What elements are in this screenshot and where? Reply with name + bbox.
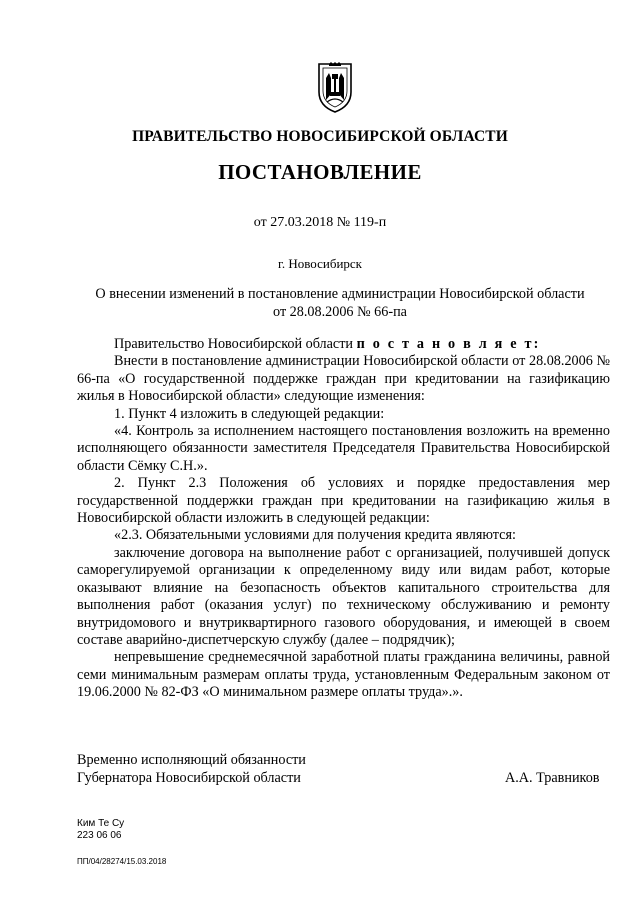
executor-info [77, 818, 124, 842]
document-date-number: от 27.03.2018 № 119-п [253, 215, 387, 230]
body-paragraph-5: «2.3. Обязательными условиями для получения кредита являются: [114, 527, 516, 544]
subject-line-2: от 28.08.2006 № 66-па [273, 304, 407, 320]
signatory-position [77, 751, 306, 787]
resolution-intro-text: Правительство Новосибирской области [114, 336, 354, 352]
body-paragraph-4: 2. Пункт 2.3 Положения об условиях и порядке предоставления мер государственной поддержки граждан при кредитовании на газификацию жилья в Новосибирской области изложить в следующей редакции: [77, 475, 610, 527]
body-paragraph-6: заключение договора на выполнение работ с организацией, получившей допуск саморегулируемой организации к определенному виду или видам работ, которые оказывают влияние на безопасность объектов капитального строительства для выполнения работ (оказания услуг) по техническому обслуживанию и ремонту внутридомового и внутриквартирного газового оборудования, и имеющей в своем составе аварийно-диспетчерскую службу (далее – подрядчик); [77, 544, 610, 648]
executor-name: Ким Те Су [77, 818, 125, 829]
document-body [77, 336, 610, 702]
signatory-position-line-2: Губернатора Новосибирской области [77, 770, 301, 786]
executor-phone: 223 06 06 [77, 830, 122, 841]
body-paragraph-3: «4. Контроль за исполнением настоящего постановления возложить на временно исполняющего обязанности заместителя Председателя Правительства Новосибирской области Сёмку С.Н.». [77, 423, 610, 474]
coat-of-arms-icon [315, 62, 355, 114]
body-paragraph-2: 1. Пункт 4 изложить в следующей редакции: [114, 405, 385, 422]
government-name: ПРАВИТЕЛЬСТВО НОВОСИБИРСКОЙ ОБЛАСТИ [132, 128, 508, 145]
document-subject [60, 285, 620, 321]
signatory-position-line-1: Временно исполняющий обязанности [77, 752, 306, 768]
subject-line-1: О внесении изменений в постановление администрации Новосибирской области [95, 286, 585, 302]
body-paragraph-1: Внести в постановление администрации Новосибирской области от 28.08.2006 № 66-па «О государственной поддержке граждан при кредитовании на газификацию жилья в Новосибирской области» следующие изменения: [77, 353, 610, 405]
document-type-title: ПОСТАНОВЛЕНИЕ [218, 160, 422, 184]
resolution-intro [77, 336, 610, 353]
body-paragraph-7: непревышение среднемесячной заработной платы гражданина величины, равной семи минимальным размерам оплаты труда, установленным Федеральным законом от 19.06.2000 № 82-ФЗ «О минимальном размере оплаты труда».». [77, 649, 610, 701]
document-footer-code: ПП/04/28274/15.03.2018 [77, 857, 167, 866]
signatory-name: А.А. Травников [505, 770, 600, 786]
resolution-intro-verb: п о с т а н о в л я е т: [356, 336, 541, 352]
document-city: г. Новосибирск [277, 256, 362, 271]
